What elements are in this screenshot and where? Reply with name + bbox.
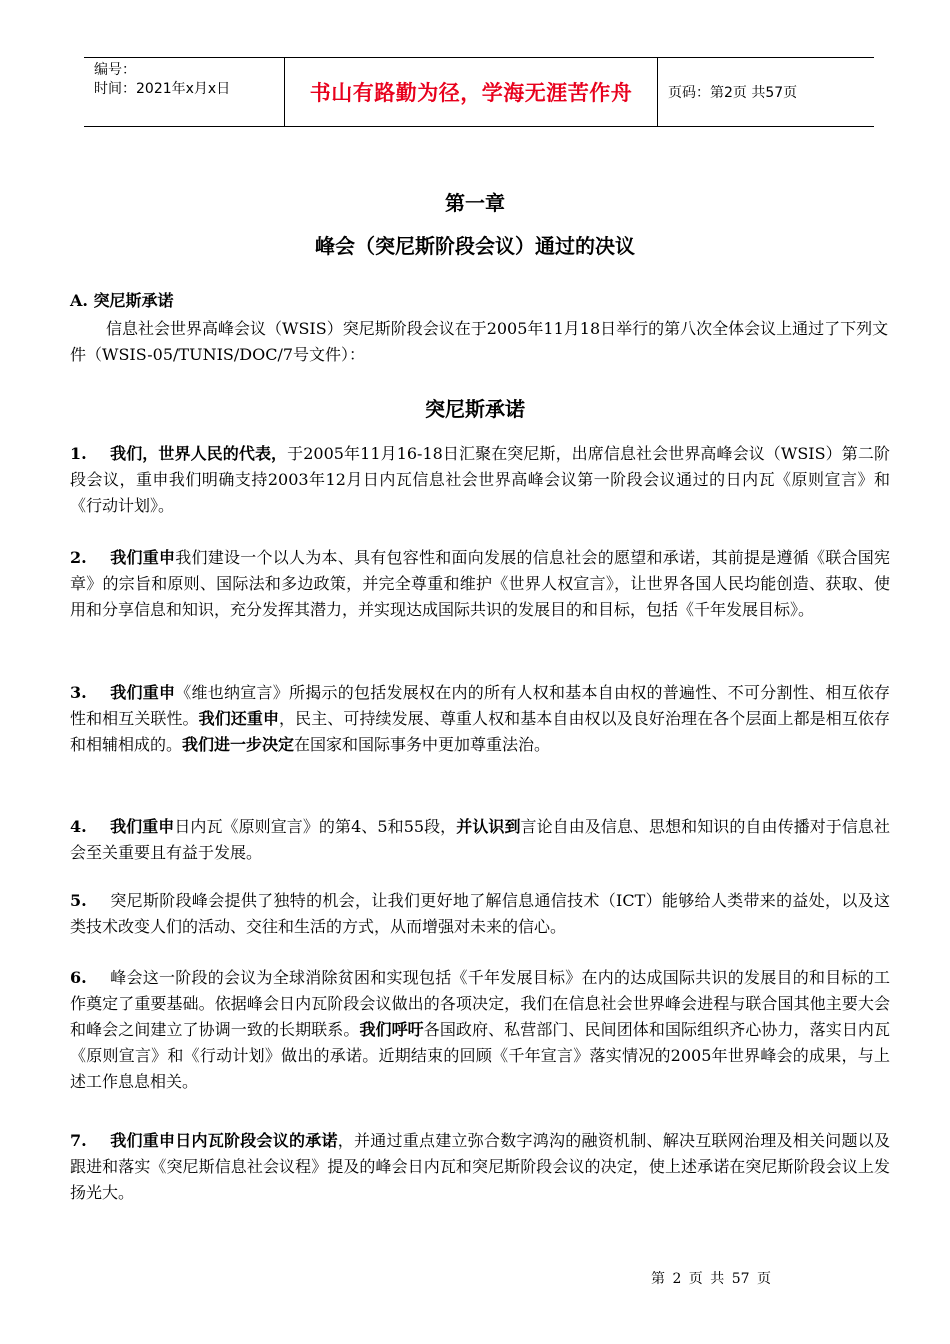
paragraph-text: 于2005年11月16-18日汇聚在突尼斯，出席信息社会世界高峰会议（WSIS）第二阶段会议，重申我们明确支持2003年12月日内瓦信息社会世界高峰会议第一阶段会议通过的日内瓦《原则宣言》和《行动计划》。 bbox=[70, 444, 890, 515]
paragraph-bold-lead: 我们，世界人民的代表， bbox=[110, 444, 288, 463]
paragraph-bold-phrase: 并认识到 bbox=[456, 817, 521, 836]
paragraph-bold-phrase: 我们进一步决定 bbox=[182, 735, 295, 754]
paragraph-bold-phrase: 我们还重申 bbox=[198, 709, 280, 728]
paragraph-text: ，民主、可持续发展、尊重人权和基本自由权以及良好治理在各个层面上都是相互依存和相辅相成的。 bbox=[70, 709, 890, 754]
paragraph-5 bbox=[70, 888, 890, 940]
paragraph-2 bbox=[70, 545, 890, 623]
paragraph-text: 《维也纳宣言》所揭示的包括发展权在内的所有人权和基本自由权的普遍性、不可分割性、相互依存性和相互关联性。 bbox=[70, 683, 890, 728]
paragraph-bold-lead: 我们重申 bbox=[110, 683, 176, 702]
paragraph-text: 言论自由及信息、思想和知识的自由传播对于信息社会至关重要且有益于发展。 bbox=[70, 817, 890, 862]
paragraph-bold-lead: 我们重申日内瓦阶段会议的承诺 bbox=[110, 1131, 338, 1150]
header-number-label: 编号： bbox=[94, 62, 136, 78]
paragraph-1 bbox=[70, 441, 890, 519]
paragraph-text: 各国政府、私营部门、民间团体和国际组织齐心协力，落实日内瓦《原则宣言》和《行动计划》做出的承诺。近期结束的回顾《千年宣言》落实情况的2005年世界峰会的成果，与上述工作息息相关。 bbox=[70, 1020, 890, 1091]
paragraph-bold-lead: 我们重申 bbox=[110, 817, 175, 836]
paragraph-number: 6. bbox=[70, 968, 87, 987]
paragraph-number: 1. bbox=[70, 444, 87, 463]
paragraph-3 bbox=[70, 680, 890, 758]
header-page-cell bbox=[658, 58, 874, 126]
commitment-title: 突尼斯承诺 bbox=[425, 397, 525, 421]
paragraph-text: 在国家和国际事务中更加尊重法治。 bbox=[294, 735, 551, 754]
header-time-label: 时间：2021年x月x日 bbox=[94, 81, 231, 97]
resolution-title: 峰会（突尼斯阶段会议）通过的决议 bbox=[315, 234, 635, 258]
paragraph-6 bbox=[70, 965, 890, 1095]
paragraph-7 bbox=[70, 1128, 890, 1206]
paragraph-number: 4. bbox=[70, 817, 87, 836]
paragraph-text: 突尼斯阶段峰会提供了独特的机会，让我们更好地了解信息通信技术（ICT）能够给人类带来的益处，以及这类技术改变人们的活动、交往和生活的方式，从而增强对未来的信心。 bbox=[70, 891, 890, 936]
section-heading: A. 突尼斯承诺 bbox=[70, 291, 174, 310]
header-left-cell bbox=[84, 58, 285, 126]
paragraph-text: ，并通过重点建立弥合数字鸿沟的融资机制、解决互联网治理及相关问题以及跟进和落实《突尼斯信息社会议程》提及的峰会日内瓦和突尼斯阶段会议的决定，使上述承诺在突尼斯阶段会议上发扬光大。 bbox=[70, 1131, 890, 1202]
paragraph-number: 7. bbox=[70, 1131, 87, 1150]
header-motto-cell bbox=[285, 58, 658, 126]
paragraph-text: 日内瓦《原则宣言》的第4、5和55段， bbox=[174, 817, 457, 836]
page-footer: 第 2 页 共 57 页 bbox=[651, 1271, 771, 1287]
chapter-title: 第一章 bbox=[445, 191, 505, 215]
paragraph-4 bbox=[70, 814, 890, 866]
intro-paragraph: 信息社会世界高峰会议（WSIS）突尼斯阶段会议在于2005年11月18日举行的第八次全体会议上通过了下列文件（WSIS-05/TUNIS/DOC/7号文件）： bbox=[70, 319, 889, 364]
paragraph-bold-phrase: 我们呼吁 bbox=[359, 1020, 424, 1039]
paragraph-number: 5. bbox=[70, 891, 87, 910]
paragraph-text: 我们建设一个以人为本、具有包容性和面向发展的信息社会的愿望和承诺，其前提是遵循《联合国宪章》的宗旨和原则、国际法和多边政策，并完全尊重和维护《世界人权宣言》，让世界各国人民均能创造、获取、使用和分享信息和知识，充分发挥其潜力，并实现达成国际共识的发展目的和目标，包括《千年发展目标》。 bbox=[70, 548, 890, 619]
paragraph-bold-lead: 我们重申 bbox=[110, 548, 176, 567]
paragraph-number: 3. bbox=[70, 683, 87, 702]
page-header-table bbox=[84, 57, 874, 127]
paragraph-text: 峰会这一阶段的会议为全球消除贫困和实现包括《千年发展目标》在内的达成国际共识的发展目的和目标的工作奠定了重要基础。依据峰会日内瓦阶段会议做出的各项决定，我们在信息社会世界峰会进程与联合国其他主要大会和峰会之间建立了协调一致的长期联系。 bbox=[70, 968, 890, 1039]
paragraph-number: 2. bbox=[70, 548, 87, 567]
header-motto: 书山有路勤为径，学海无涯苦作舟 bbox=[309, 81, 633, 105]
header-page-info: 页码：第2页 共57页 bbox=[668, 85, 798, 101]
